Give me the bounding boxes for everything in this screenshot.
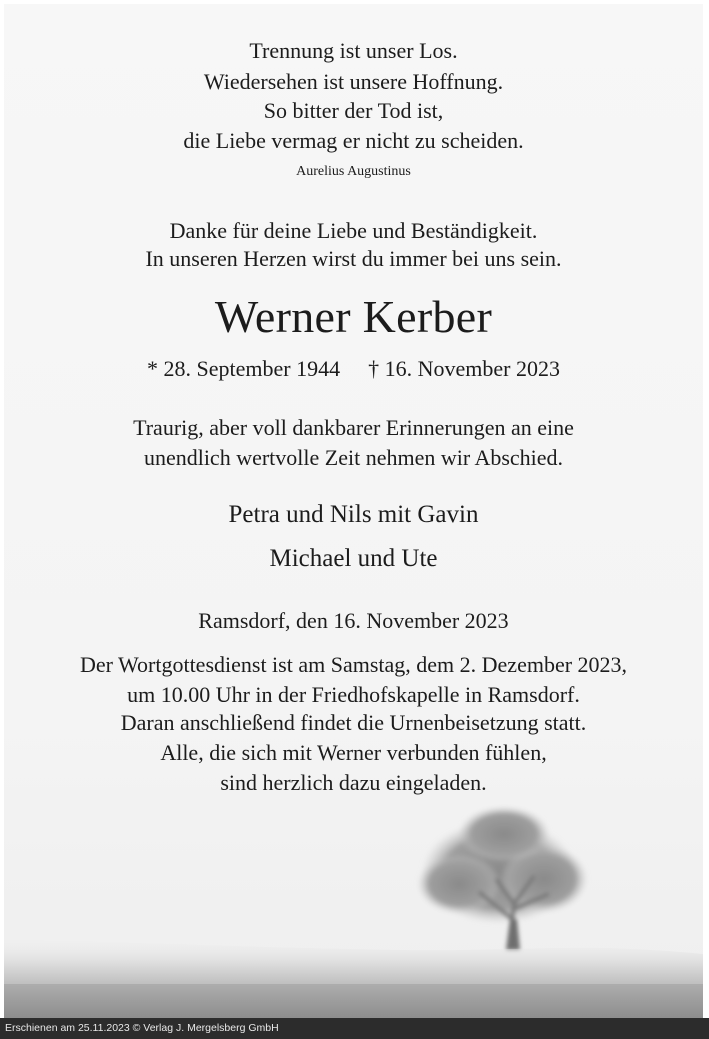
service-line-3: Daran anschließend findet die Urnenbeisetzung statt. <box>120 710 587 735</box>
mourner-line-1: Petra und Nils mit Gavin <box>228 501 479 528</box>
mourner-line-2: Michael und Ute <box>269 545 438 572</box>
service-line-4: Alle, die sich mit Werner verbunden fühlen, <box>160 740 547 765</box>
quote-author: Aurelius Augustinus <box>296 164 411 179</box>
dedication-line-1: Danke für deine Liebe und Beständigkeit. <box>169 218 538 243</box>
place-and-date: Ramsdorf, den 16. November 2023 <box>198 608 509 633</box>
death-date: † 16. November 2023 <box>368 356 560 381</box>
life-dates <box>4 356 703 382</box>
quote-line-3: So bitter der Tod ist, <box>263 98 444 123</box>
quote-line-4: die Liebe vermag er nicht zu scheiden. <box>183 128 524 153</box>
obituary-notice <box>4 4 703 1018</box>
service-line-2: um 10.00 Uhr in der Friedhofskapelle in Ramsdorf. <box>127 682 580 707</box>
tree-illustration <box>417 806 588 950</box>
farewell-line-2: unendlich wertvolle Zeit nehmen wir Abschied. <box>143 445 564 470</box>
service-line-1: Der Wortgottesdienst ist am Samstag, dem 2. Dezember 2023, <box>79 652 628 677</box>
quote-line-1: Trennung ist unser Los. <box>249 38 458 63</box>
publication-footer: Erschienen am 25.11.2023 © Verlag J. Mergelsberg GmbH <box>0 1018 709 1039</box>
quote-line-2: Wiedersehen ist unsere Hoffnung. <box>203 69 504 94</box>
service-line-5: sind herzlich dazu eingeladen. <box>220 770 487 795</box>
dedication-line-2: In unseren Herzen wirst du immer bei uns sein. <box>145 246 562 271</box>
deceased-name: Werner Kerber <box>214 291 493 342</box>
birth-date: * 28. September 1944 <box>147 356 341 381</box>
farewell-line-1: Traurig, aber voll dankbarer Erinnerungen an eine <box>133 415 574 440</box>
